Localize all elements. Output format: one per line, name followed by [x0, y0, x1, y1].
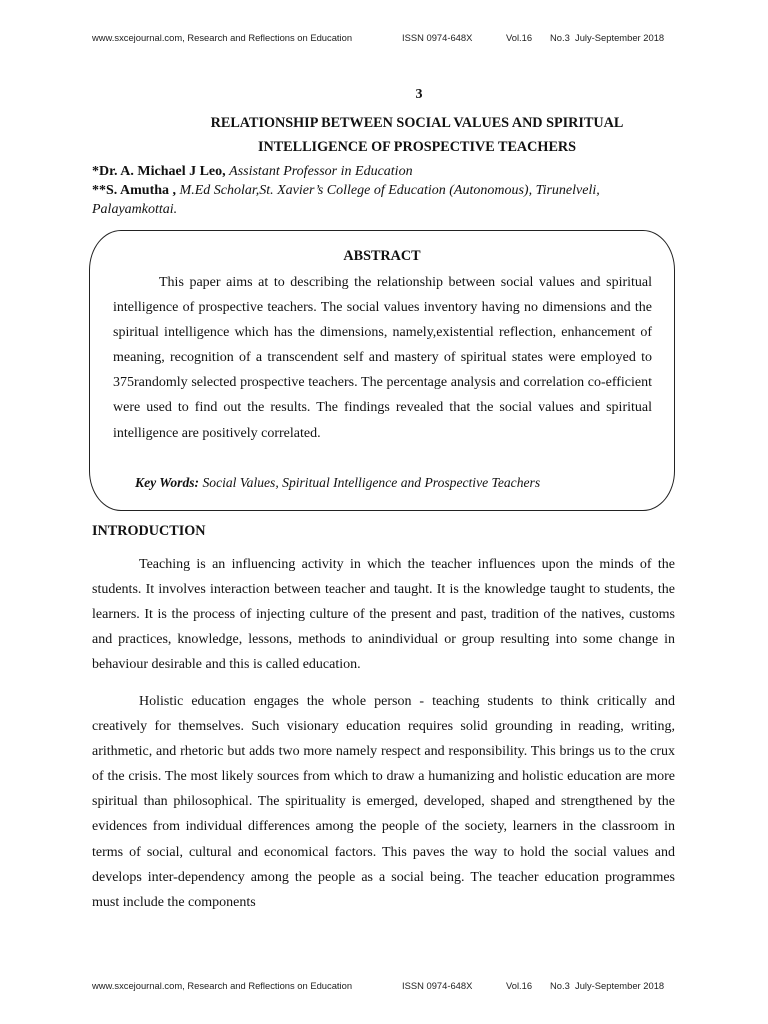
- author-2-name: **S. Amutha ,: [92, 183, 177, 198]
- abstract-body: This paper aims at to describing the relationship between social values and spiritual intelligence of prospective teachers. The social values inventory having no dimensions and the spiritual intelligence which has the dimensions, namely,existential reflection, enhancement of meaning, recognition of a transcendent self and mastery of spiritual states were employed to 375randomly selected prospective teachers. The percentage analysis and correlation co-efficient were used to find out the results. The findings revealed that the social values and spiritual intelligence are positively correlated.: [113, 275, 652, 441]
- abstract-heading: ABSTRACT: [343, 248, 421, 264]
- title-line-2: INTELLIGENCE OF PROSPECTIVE TEACHERS: [257, 139, 577, 155]
- footer-issue: No.3 July-September 2018: [550, 980, 665, 991]
- author-block: [92, 162, 682, 219]
- header-issn: ISSN 0974-648X: [402, 32, 473, 43]
- author-2-affiliation: M.Ed Scholar,St. Xavier’s College of Education (Autonomous), Tirunelveli, Palayamkottai.: [92, 183, 600, 217]
- introduction-heading: INTRODUCTION: [92, 523, 206, 539]
- paper-title: [92, 111, 742, 159]
- author-1-affiliation: Assistant Professor in Education: [229, 164, 413, 179]
- footer-volume: Vol.16: [506, 980, 533, 991]
- running-header: [92, 32, 682, 43]
- paper-number: 3: [415, 87, 423, 102]
- running-footer: [92, 980, 682, 991]
- header-volume: Vol.16: [506, 32, 533, 43]
- keywords-label: Key Words:: [135, 475, 200, 490]
- author-1: [92, 162, 682, 181]
- title-line-1: RELATIONSHIP BETWEEN SOCIAL VALUES AND SPIRITUAL: [210, 115, 624, 131]
- keywords: [135, 475, 655, 491]
- header-site: www.sxcejournal.com, Research and Reflections on Education: [92, 32, 353, 43]
- introduction-paragraph-1: Teaching is an influencing activity in which the teacher influences upon the minds of the students. It involves interaction between teacher and taught. It is the knowledge taught to students, the learners. It is the process of injecting culture of the present and past, tradition of the natives, customs and practices, knowledge, lessons, methods to anindividual or group resulting into some change in behaviour desirable and this is called education.: [92, 557, 675, 673]
- author-2: [92, 181, 682, 219]
- keywords-text: Social Values, Spiritual Intelligence and Prospective Teachers: [202, 475, 541, 490]
- footer-site: www.sxcejournal.com, Research and Reflections on Education: [92, 980, 353, 991]
- footer-issn: ISSN 0974-648X: [402, 980, 473, 991]
- header-issue: No.3 July-September 2018: [550, 32, 665, 43]
- introduction-paragraph-2: Holistic education engages the whole person - teaching students to think critically and creatively for themselves. Such visionary education requires solid grounding in reading, writing, arithmetic, and rhetoric but adds two more namely respect and responsibility. This brings us to the crux of the crisis. The most likely sources from which to draw a humanizing and holistic education are more spiritual than philosophical. The spirituality is emerged, developed, shaped and strengthened by the evidences from individual differences among the people of the society, learners in the classroom in terms of social, cultural and economical factors. This paves the way to hold the social values and develops inter-dependency among the people as a social being. The teacher education programmes must include the components: [92, 694, 675, 910]
- author-1-name: *Dr. A. Michael J Leo,: [92, 164, 226, 179]
